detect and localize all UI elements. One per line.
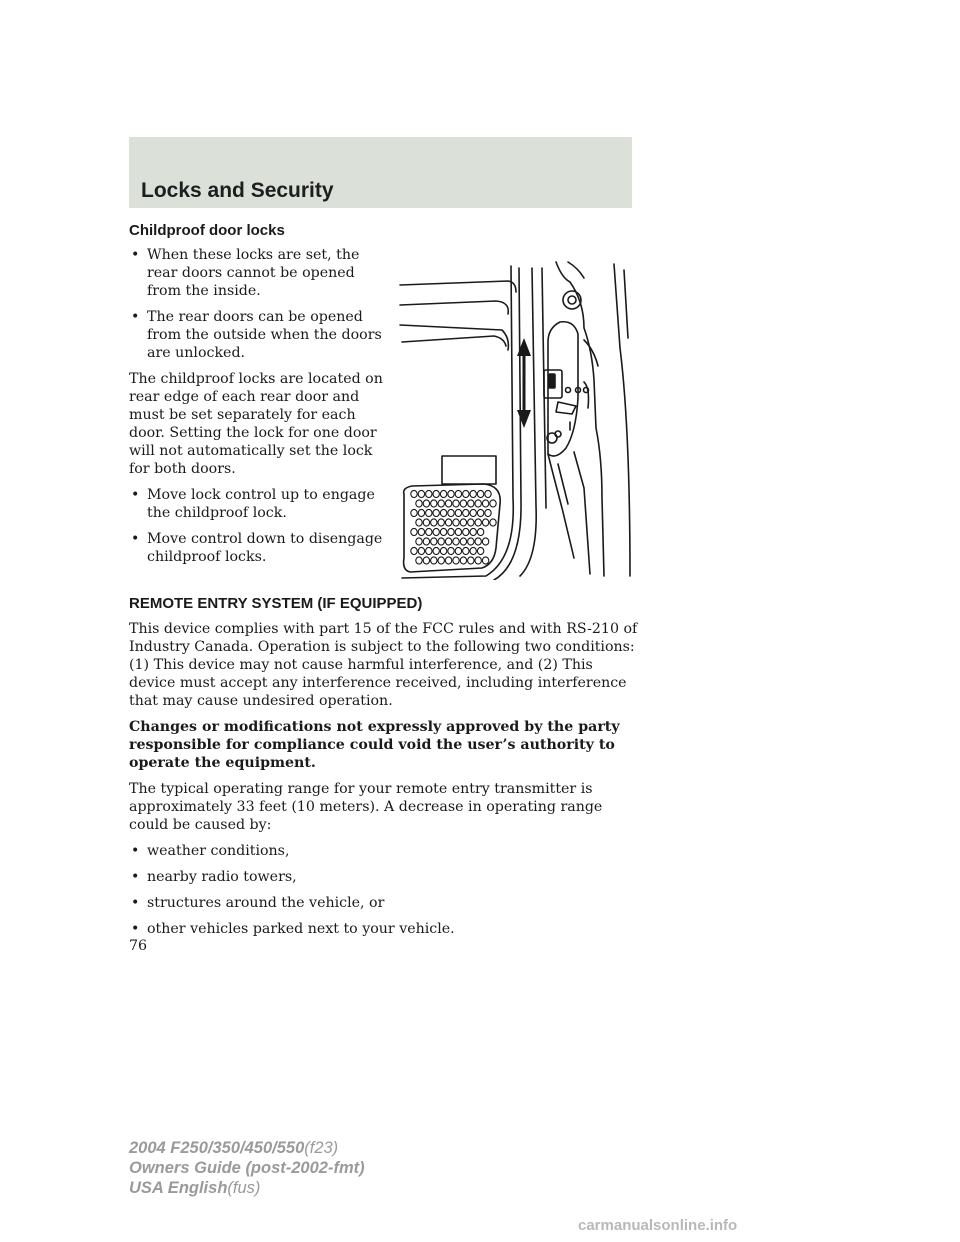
grille-hole xyxy=(463,547,469,554)
grille-hole xyxy=(460,500,466,507)
grille-hole xyxy=(460,519,466,526)
grille-hole xyxy=(455,490,461,497)
grille-hole xyxy=(438,500,444,507)
bullet-icon: • xyxy=(131,531,140,547)
watermark: carmanualsonline.info xyxy=(578,1217,738,1234)
page-number: 76 xyxy=(129,938,148,954)
grille-hole xyxy=(438,538,444,545)
grille-hole xyxy=(431,538,437,545)
grille-hole xyxy=(453,557,459,564)
grille-hole xyxy=(475,500,481,507)
grille-hole xyxy=(433,528,439,535)
grille-hole xyxy=(470,509,476,516)
grille-hole xyxy=(485,509,491,516)
grille-hole xyxy=(475,557,481,564)
bullet-icon: • xyxy=(131,869,140,885)
grille-hole xyxy=(460,538,466,545)
grille-hole xyxy=(426,547,432,554)
grille-hole xyxy=(448,547,454,554)
childproof-heading: Childproof door locks xyxy=(129,222,285,239)
grille-hole xyxy=(482,519,488,526)
page-title: Locks and Security xyxy=(141,179,334,202)
grille-hole xyxy=(423,519,429,526)
childproof-lock-illustration xyxy=(398,258,634,580)
grille-hole xyxy=(440,547,446,554)
grille-hole xyxy=(455,528,461,535)
grille-hole xyxy=(445,500,451,507)
grille-hole xyxy=(438,519,444,526)
grille-hole xyxy=(477,547,483,554)
list-item: • When these locks are set, the rear doors cannot be opened from the inside. xyxy=(131,247,360,299)
list-item: • Move control down to disengage childproof locks. xyxy=(131,531,383,565)
document-footer xyxy=(129,1138,365,1198)
grille-hole xyxy=(490,500,496,507)
grille-hole xyxy=(468,500,474,507)
grille-hole xyxy=(440,528,446,535)
grille-hole xyxy=(418,528,424,535)
grille-hole xyxy=(477,528,483,535)
list-item: • The rear doors can be opened from the outside when the doors are unlocked. xyxy=(131,309,382,361)
bullet-icon: • xyxy=(131,247,140,263)
grille-hole xyxy=(433,490,439,497)
list-item: • nearby radio towers, xyxy=(131,869,297,885)
grille-hole xyxy=(433,547,439,554)
grille-hole xyxy=(453,500,459,507)
grille-hole xyxy=(482,538,488,545)
grille-hole xyxy=(445,557,451,564)
grille-hole xyxy=(416,557,422,564)
bullet-icon: • xyxy=(131,487,140,503)
remote-entry-section xyxy=(129,595,639,946)
bullet-icon: • xyxy=(131,921,140,937)
grille-hole xyxy=(468,557,474,564)
grille-hole xyxy=(431,519,437,526)
grille-hole xyxy=(426,490,432,497)
grille-hole xyxy=(411,547,417,554)
grille-hole xyxy=(463,509,469,516)
grille-hole xyxy=(438,557,444,564)
grille-hole xyxy=(475,538,481,545)
bullet-icon: • xyxy=(131,843,140,859)
footer-line: Owners Guide (post-2002-fmt) xyxy=(129,1159,365,1177)
grille-hole xyxy=(418,509,424,516)
grille-hole xyxy=(431,557,437,564)
grille-hole xyxy=(423,557,429,564)
grille-hole xyxy=(433,509,439,516)
grille-hole xyxy=(470,490,476,497)
fcc-paragraph: This device complies with part 15 of the FCC rules and with RS-210 of Industry Canada. Operation is subject to the following two conditions: (1) This device may not cause harmful interference, and (2) This device must accept any interference received, including interference that may cause undesired operation. xyxy=(129,621,638,709)
grille-hole xyxy=(416,500,422,507)
list-item: • other vehicles parked next to your vehicle. xyxy=(131,921,455,937)
grille-hole xyxy=(453,538,459,545)
grille-hole xyxy=(423,500,429,507)
grille-hole xyxy=(411,509,417,516)
grille-hole xyxy=(490,519,496,526)
list-item: • Move lock control up to engage the childproof lock. xyxy=(131,487,375,521)
grille-hole xyxy=(448,490,454,497)
grille-hole xyxy=(470,547,476,554)
grille-hole xyxy=(455,509,461,516)
grille-hole xyxy=(482,500,488,507)
grille-hole xyxy=(477,490,483,497)
grille-hole xyxy=(411,490,417,497)
list-item: • structures around the vehicle, or xyxy=(131,895,385,911)
grille-hole xyxy=(426,528,432,535)
footer-line: USA English(fus) xyxy=(129,1179,261,1197)
grille-hole xyxy=(475,519,481,526)
grille-hole xyxy=(453,519,459,526)
grille-hole xyxy=(482,557,488,564)
fcc-warning: Changes or modifications not expressly approved by the party responsible for compliance could void the user’s authority to operate the equipment. xyxy=(129,719,620,771)
grille-hole xyxy=(440,509,446,516)
grille-hole xyxy=(445,519,451,526)
speaker-grille xyxy=(411,490,496,564)
grille-hole xyxy=(485,490,491,497)
grille-hole xyxy=(477,509,483,516)
list-item: • weather conditions, xyxy=(131,843,290,859)
range-paragraph: The typical operating range for your remote entry transmitter is approximately 33 feet (10 meters). A decrease in operating range could be caused by: xyxy=(129,781,603,833)
childproof-section xyxy=(129,246,391,574)
bullet-icon: • xyxy=(131,895,140,911)
grille-hole xyxy=(448,509,454,516)
grille-hole xyxy=(426,509,432,516)
grille-hole xyxy=(440,490,446,497)
grille-hole xyxy=(468,519,474,526)
grille-hole xyxy=(416,538,422,545)
grille-hole xyxy=(445,538,451,545)
footer-line: 2004 F250/350/450/550(f23) xyxy=(129,1139,339,1157)
grille-hole xyxy=(455,547,461,554)
childproof-paragraph: The childproof locks are located on rear edge of each rear door and must be set separately for each door. Setting the lock for one door will not automatically set the lock for both doors. xyxy=(129,371,383,477)
grille-hole xyxy=(470,528,476,535)
remote-entry-heading: REMOTE ENTRY SYSTEM (IF EQUIPPED) xyxy=(129,595,423,612)
grille-hole xyxy=(463,490,469,497)
grille-hole xyxy=(463,528,469,535)
grille-hole xyxy=(423,538,429,545)
grille-hole xyxy=(416,519,422,526)
grille-hole xyxy=(418,547,424,554)
grille-hole xyxy=(448,528,454,535)
grille-hole xyxy=(468,538,474,545)
grille-hole xyxy=(418,490,424,497)
grille-hole xyxy=(431,500,437,507)
bullet-icon: • xyxy=(131,309,140,325)
grille-hole xyxy=(460,557,466,564)
grille-hole xyxy=(411,528,417,535)
